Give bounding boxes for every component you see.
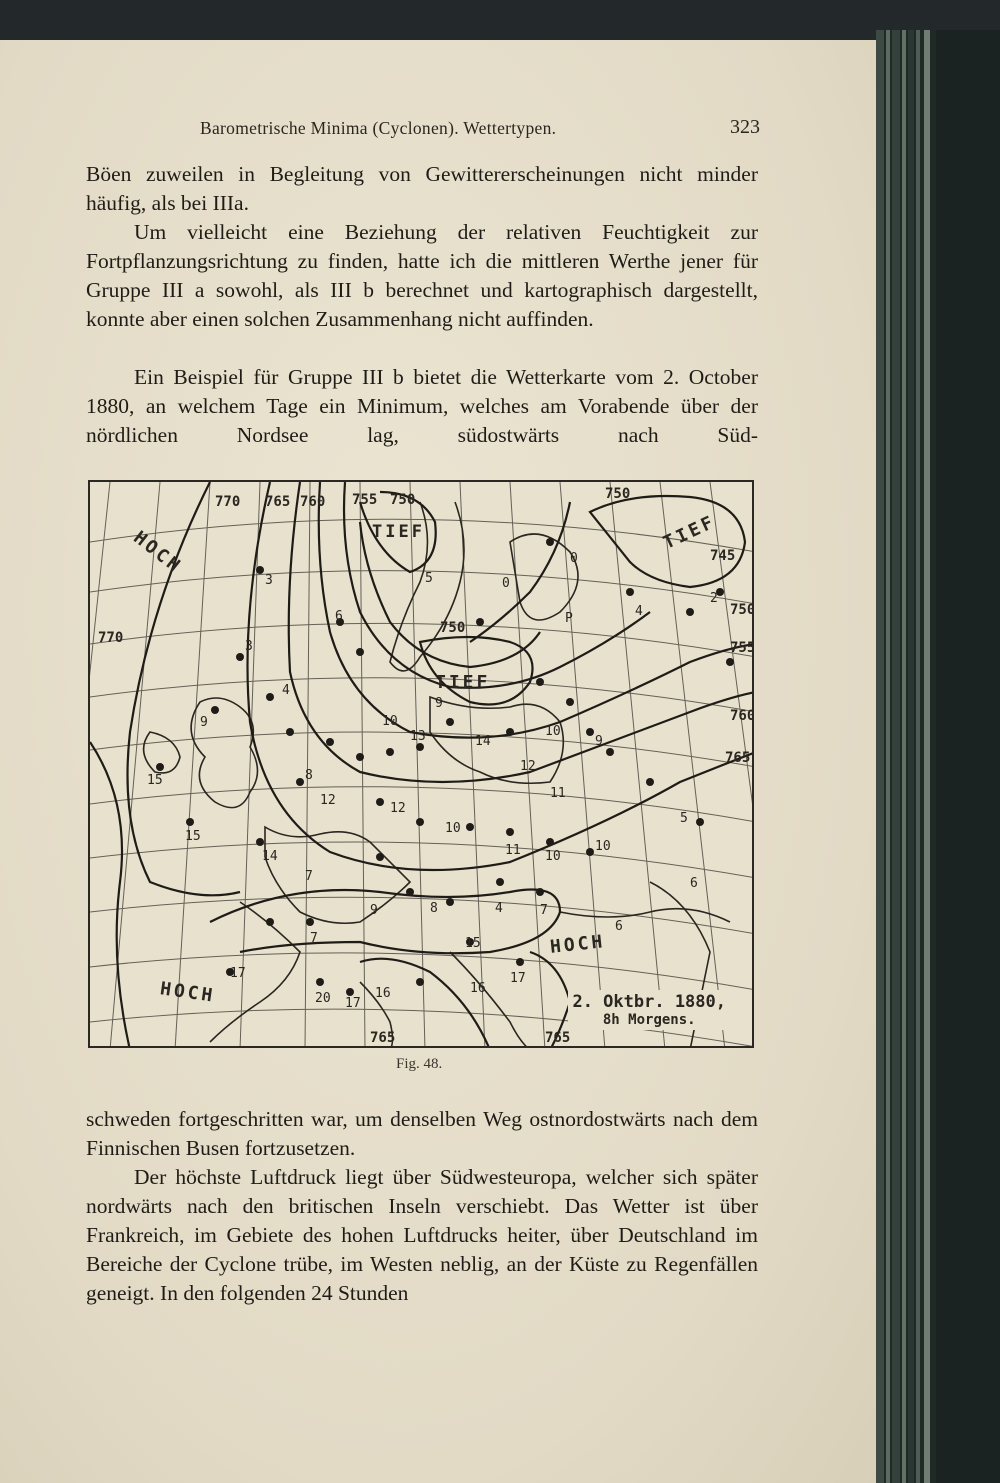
svg-text:17: 17 xyxy=(345,996,361,1011)
svg-text:8: 8 xyxy=(430,901,438,916)
svg-text:760: 760 xyxy=(300,494,326,510)
svg-text:6: 6 xyxy=(690,876,698,891)
svg-text:9: 9 xyxy=(370,903,378,918)
map-date-caption xyxy=(568,990,730,1030)
svg-text:12: 12 xyxy=(320,793,336,808)
svg-text:3: 3 xyxy=(265,573,273,588)
svg-text:5: 5 xyxy=(425,571,433,586)
svg-text:17: 17 xyxy=(230,966,246,981)
svg-text:15: 15 xyxy=(147,773,163,788)
svg-text:11: 11 xyxy=(550,786,566,801)
svg-text:17: 17 xyxy=(510,971,526,986)
svg-text:2: 2 xyxy=(710,591,718,606)
svg-text:9: 9 xyxy=(595,734,603,749)
svg-text:12: 12 xyxy=(390,801,406,816)
svg-text:770: 770 xyxy=(98,630,124,646)
svg-text:6: 6 xyxy=(335,609,343,624)
svg-text:770: 770 xyxy=(215,494,241,510)
svg-text:5: 5 xyxy=(680,811,688,826)
svg-text:750: 750 xyxy=(390,492,416,508)
isobars xyxy=(90,482,754,1048)
svg-text:10: 10 xyxy=(445,821,461,836)
svg-text:10: 10 xyxy=(545,849,561,864)
svg-text:9: 9 xyxy=(435,696,443,711)
map-label-tief-center: TIEF xyxy=(435,672,491,693)
svg-text:750: 750 xyxy=(440,620,466,636)
svg-text:765: 765 xyxy=(370,1030,396,1046)
map-label-hoch-sw: HOCH xyxy=(158,978,217,1007)
paragraph: schweden fortgeschritten war, um denselben Weg ostnordostwärts nach dem Finnischen Busen fortzusetzen. xyxy=(86,1107,758,1160)
figure-caption: Fig. 48. xyxy=(396,1056,443,1072)
svg-text:4: 4 xyxy=(282,683,290,698)
svg-text:11: 11 xyxy=(505,843,521,858)
svg-text:4: 4 xyxy=(495,901,503,916)
svg-text:15: 15 xyxy=(465,936,481,951)
map-label-tief-north: TIEF xyxy=(372,522,425,542)
svg-text:755: 755 xyxy=(352,492,378,508)
svg-text:16: 16 xyxy=(375,986,391,1001)
svg-text:13: 13 xyxy=(410,729,426,744)
svg-text:20: 20 xyxy=(315,991,331,1006)
page-edges xyxy=(876,30,1000,1483)
svg-text:7: 7 xyxy=(305,869,313,884)
isobar-values xyxy=(98,486,754,1046)
svg-text:3: 3 xyxy=(245,639,253,654)
svg-text:6: 6 xyxy=(615,919,623,934)
weather-map-figure xyxy=(88,480,754,1048)
svg-text:10: 10 xyxy=(545,724,561,739)
svg-text:10: 10 xyxy=(595,839,611,854)
svg-text:7: 7 xyxy=(540,903,548,918)
svg-text:12: 12 xyxy=(520,759,536,774)
paragraph: Der höchste Luftdruck liegt über Südwesteuropa, welcher sich später nordwärts nach den britischen Inseln verschiebt. Das Wetter ist über Frankreich, im Gebiete des hohen Luftdrucks heiter, über Deutschland im Bereiche der Cyclone trübe, im Westen neblig, an der Küste zu Regenfällen geneigt. In den folgenden 24 Stunden xyxy=(86,1165,758,1305)
page-number: 323 xyxy=(730,116,760,138)
running-title: Barometrische Minima (Cyclonen). Wettertypen. xyxy=(200,118,557,138)
svg-text:765: 765 xyxy=(545,1030,571,1046)
svg-text:765: 765 xyxy=(265,494,291,510)
running-header xyxy=(200,118,760,142)
svg-text:745: 745 xyxy=(710,548,736,564)
svg-text:14: 14 xyxy=(262,849,278,864)
svg-text:16: 16 xyxy=(470,981,486,996)
scan-top-border xyxy=(0,0,1000,40)
svg-text:750: 750 xyxy=(605,486,631,502)
svg-text:14: 14 xyxy=(475,734,491,749)
svg-text:15: 15 xyxy=(185,829,201,844)
paragraph: Ein Beispiel für Gruppe III b bietet die Wetterkarte vom 2. October 1880, an welchem Tage ein Minimum, welches am Vorabende über der nördlichen Nordsee lag, südostwärts nach Süd- xyxy=(86,365,758,447)
weather-map-drawing xyxy=(90,482,754,1048)
map-label-tief-ne: TIEF xyxy=(660,511,720,554)
paragraph: Um vielleicht eine Beziehung der relativen Feuchtigkeit zur Fortpflanzungsrichtung zu finden, hatte ich die mittleren Werthe jener für Gruppe III a sowohl, als III b berechnet und kartographisch dargestellt, konnte aber einen solchen Zusammenhang nicht auffinden. xyxy=(86,220,758,331)
svg-text:7: 7 xyxy=(310,931,318,946)
svg-text:755: 755 xyxy=(730,640,756,656)
map-label-hoch-se: HOCH xyxy=(549,931,607,958)
svg-text:0: 0 xyxy=(570,551,578,566)
map-date: 2. Oktbr. 1880, xyxy=(572,992,726,1012)
svg-text:10: 10 xyxy=(382,714,398,729)
svg-text:765: 765 xyxy=(725,750,751,766)
paragraph: Böen zuweilen in Begleitung von Gewittererscheinungen nicht minder häufig, als bei IIIa. xyxy=(86,162,758,215)
svg-text:0: 0 xyxy=(502,576,510,591)
map-label-hoch-nw: HOCH xyxy=(129,527,186,578)
svg-text:750: 750 xyxy=(730,602,756,618)
svg-text:760: 760 xyxy=(730,708,756,724)
stations xyxy=(156,538,734,996)
svg-text:P: P xyxy=(565,611,573,626)
svg-text:4: 4 xyxy=(635,604,643,619)
map-time: 8h Morgens. xyxy=(602,1012,696,1028)
svg-text:9: 9 xyxy=(200,715,208,730)
svg-text:8: 8 xyxy=(305,768,313,783)
